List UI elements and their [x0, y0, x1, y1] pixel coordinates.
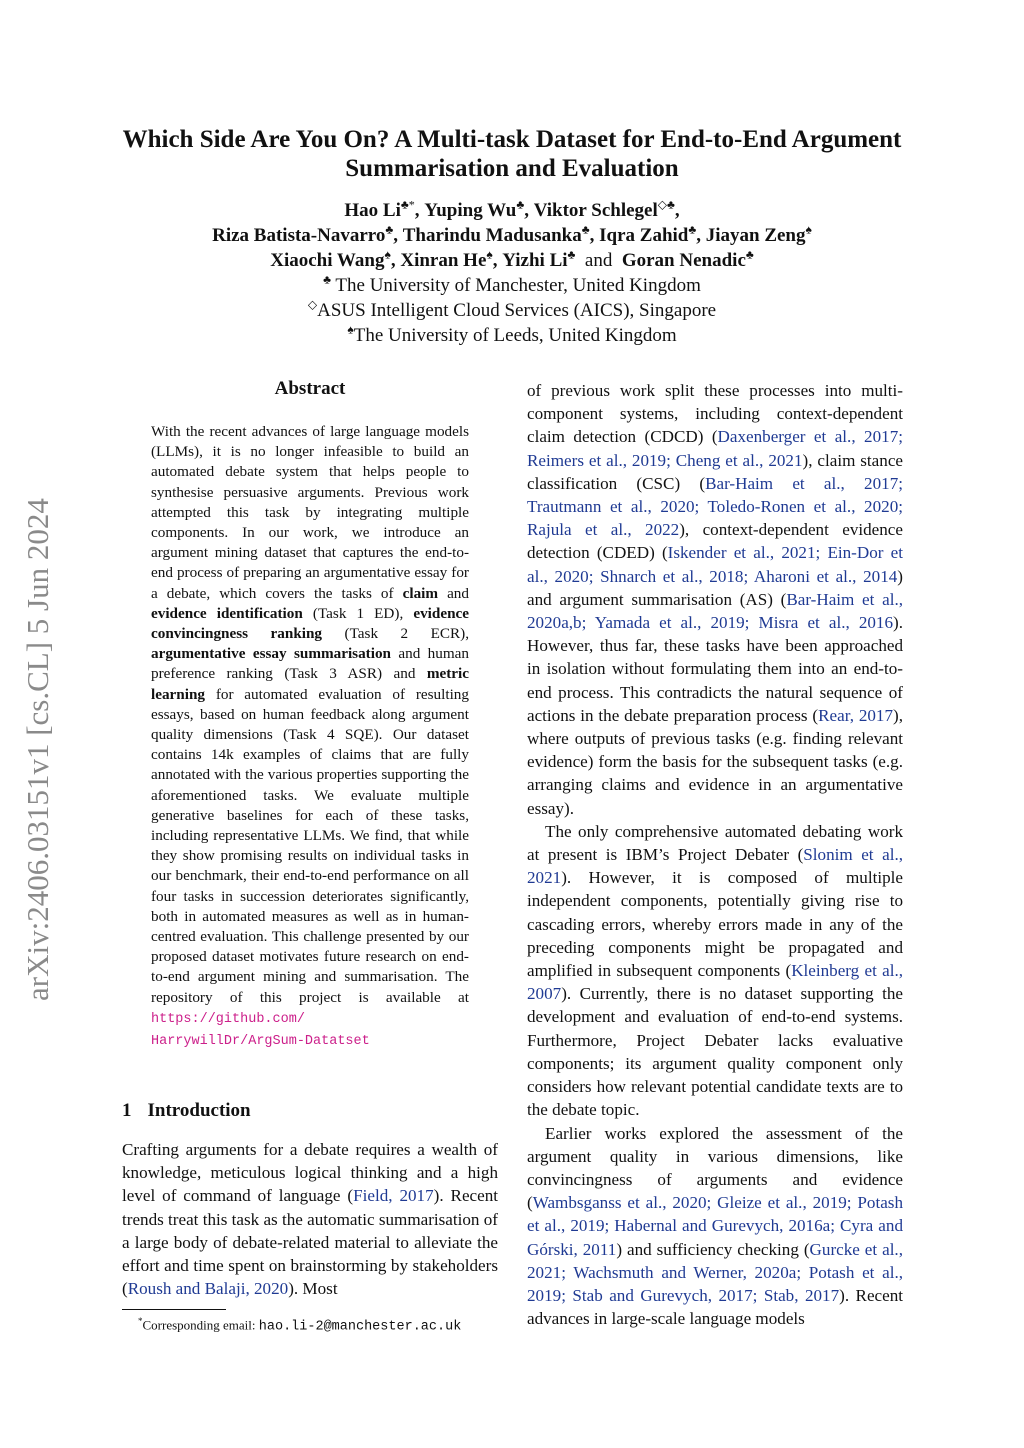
author-name: Viktor Schlegel	[533, 200, 658, 221]
citation-link[interactable]: Rear, 2017	[818, 705, 894, 725]
citation-link[interactable]: Iskender et al., 2021; Ein-Dor et al., 2020; Shnarch et al., 2018; Aharoni et al., 2014	[527, 543, 903, 586]
affiliation-1: ♣ The University of Manchester, United Kingdom	[323, 272, 701, 296]
arxiv-identifier: arXiv:2406.03151v1 [cs.CL] 5 Jun 2024	[20, 498, 55, 1002]
citation-link[interactable]: Field, 2017	[353, 1186, 434, 1206]
citation-link[interactable]: Roush and Balaji, 2020	[127, 1279, 289, 1299]
author-name: Hao Li	[344, 200, 401, 221]
author-name: Xiaochi Wang	[270, 250, 385, 271]
abstract-heading: Abstract	[274, 378, 346, 399]
citation-link[interactable]: Bar-Haim et al., 2017; Trautmann et al., 2020; Toledo-Ronen et al., 2020; Rajula et al., 2022	[527, 473, 903, 540]
author-line-2: Riza Batista-Navarro♣, Tharindu Madusanka♣, Iqra Zahid♣, Jiayan Zeng♠	[212, 222, 812, 246]
abstract-body: With the recent advances of large language models (LLMs), it is no longer infeasible to build an automated debate system that helps people to synthesise persuasive arguments. Previous work attempted this task by integrating multiple components. In our work, we introduce an argument mining dataset that captures the end-to-end process of preparing an argumentative essay for a debate, which covers the tasks of claim and evidence identification (Task 1 ED), evidence convincingness ranking (Task 2 ECR), argumentative essay summarisation and human preference ranking (Task 3 ASR) and metric learning for automated evaluation of resulting essays, based on human feedback along argument quality dimensions (Task 4 SQE). Our dataset contains 14k examples of claims that are fully annotated with the various properties supporting the aforementioned tasks. We evaluate multiple generative baselines for each of these tasks, including representative LLMs. We find, that while they show promising results on individual tasks in our benchmark, their end-to-end performance on all four tasks in succession deteriorates significantly, both in automated measures as well as in human-centred evaluation. This challenge presented by our proposed dataset motivates future research on end-to-end argument mining and summarisation. The repository of this project is available at https://github.com/ HarrywillDr/ArgSum-Datatset	[151, 423, 470, 1050]
club-mark: ♣	[385, 222, 394, 237]
spade-mark: ♠	[486, 247, 493, 262]
star-mark: *	[408, 197, 415, 212]
section-heading-introduction: 1 Introduction	[122, 1100, 251, 1121]
citation-link[interactable]: Kleinberg et al., 2007	[527, 961, 904, 1004]
author-name: Goran Nenadic	[621, 250, 746, 271]
citation-link[interactable]: Bar-Haim et al., 2020a,b; Yamada et al., 2019; Misra et al., 2016	[527, 589, 903, 633]
spade-mark: ♠	[384, 247, 391, 262]
diamond-mark: ◇	[657, 197, 667, 212]
corresponding-email: hao.li-2@manchester.ac.uk	[258, 1319, 462, 1335]
footnote: *Corresponding email: hao.li-2@manchester.ac.uk	[138, 1316, 462, 1335]
citation-link[interactable]: Wambsganss et al., 2020; Gleize et al., 2019; Potash et al., 2019; Habernal and Gurevych, 2016a; Cyra and Górski, 2011	[527, 1193, 903, 1259]
club-mark: ♣	[516, 197, 525, 212]
author-name: Riza Batista-Navarro	[212, 225, 386, 246]
club-mark: ♣	[666, 197, 675, 212]
citation-link[interactable]: Slonim et al., 2021	[527, 845, 903, 888]
author-line-3: Xiaochi Wang♠, Xinran He♠, Yizhi Li♣ and Goran Nenadic♣	[270, 247, 754, 271]
affiliation-2: ◇ASUS Intelligent Cloud Services (AICS), Singapore	[307, 297, 717, 321]
affiliation-3: ♠The University of Leeds, United Kingdom	[347, 322, 677, 346]
author-name: Yuping Wu	[424, 200, 517, 221]
club-mark: ♣	[688, 222, 697, 237]
citation-link[interactable]: Daxenberger et al., 2017; Reimers et al., 2019; Cheng et al., 2021	[527, 427, 903, 470]
introduction-paragraph: Crafting arguments for a debate requires a wealth of knowledge, meticulous logical thinking and a high level of command of language (Field, 2017). Recent trends treat this task as the automatic summarisation of a large body of debate-related material to alleviate the effort and time spent on brainstorming by stakeholders (Roush and Balaji, 2020). Most	[122, 1140, 499, 1299]
author-name: Tharindu Madusanka	[402, 225, 582, 246]
author-name: Yizhi Li	[502, 250, 568, 271]
club-mark: ♣	[581, 222, 590, 237]
club-mark: ♣	[400, 197, 409, 212]
right-column	[527, 379, 903, 1330]
spade-mark: ♠	[805, 222, 812, 237]
author-name: Xinran He	[400, 250, 487, 271]
and-conjunction: and	[584, 250, 613, 271]
right-paragraph-2: The only comprehensive automated debating work at present is IBM’s Project Debater (Slonim et al., 2021). However, it is composed of multiple independent components, potentially giving rise to cascading errors, whereby errors made in any of the preceding components might be propagated and amplified in subsequent components (Kleinberg et al., 2007). Currently, there is no dataset supporting the development and evaluation of end-to-end systems. Furthermore, Project Debater lacks evaluative components; its argument quality component only considers how relevant potential candidate texts are to the debate topic.	[527, 821, 904, 1120]
repository-link[interactable]: https://github.com/ HarrywillDr/ArgSum-Datatset	[151, 1011, 370, 1050]
author-line-1: Hao Li♣*, Yuping Wu♣, Viktor Schlegel◇♣,	[344, 197, 680, 221]
club-mark: ♣	[745, 247, 754, 262]
right-paragraph-1: of previous work split these processes into multi-component systems, including context-dependent claim detection (CDCD) (Daxenberger et al., 2017; Reimers et al., 2019; Cheng et al., 2021), claim stance classification (CSC) (Bar-Haim et al., 2017; Trautmann et al., 2020; Toledo-Ronen et al., 2020; Rajula et al., 2022), context-dependent evidence detection (CDED) (Iskender et al., 2021; Ein-Dor et al., 2020; Shnarch et al., 2018; Aharoni et al., 2014) and argument summarisation (AS) (Bar-Haim et al., 2020a,b; Yamada et al., 2019; Misra et al., 2016). However, thus far, these tasks have been approached in isolation without formulating them into an end-to-end process. This contradicts the natural sequence of actions in the debate preparation process (Rear, 2017), where outputs of previous tasks (e.g. finding relevant evidence) form the basis for the subsequent tasks (e.g. arranging claims and evidence in an argumentative essay).	[527, 381, 903, 818]
paper-title: Which Side Are You On? A Multi-task Dataset for End-to-End Argument Summarisation and Evaluation	[122, 126, 902, 182]
author-name: Iqra Zahid	[599, 225, 689, 246]
citation-link[interactable]: Gurcke et al., 2021; Wachsmuth and Werner, 2020a; Potash et al., 2019; Stab and Gurevych, 2017; Stab, 2017	[527, 1239, 903, 1305]
author-name: Jiayan Zeng	[705, 225, 806, 246]
club-mark: ♣	[323, 272, 331, 287]
author-block	[90, 198, 934, 348]
diamond-mark: ◇	[307, 297, 318, 312]
spade-mark: ♠	[347, 322, 354, 337]
footnote-divider	[122, 1309, 226, 1310]
right-paragraph-3: Earlier works explored the assessment of the argument quality in various dimensions, like convincingness of arguments and evidence (Wambsganss et al., 2020; Gleize et al., 2019; Potash et al., 2019; Habernal and Gurevych, 2016a; Cyra and Górski, 2011) and sufficiency checking (Gurcke et al., 2021; Wachsmuth and Werner, 2020a; Potash et al., 2019; Stab and Gurevych, 2017; Stab, 2017). Recent advances in large-scale language models	[527, 1123, 904, 1329]
club-mark: ♣	[567, 247, 576, 262]
